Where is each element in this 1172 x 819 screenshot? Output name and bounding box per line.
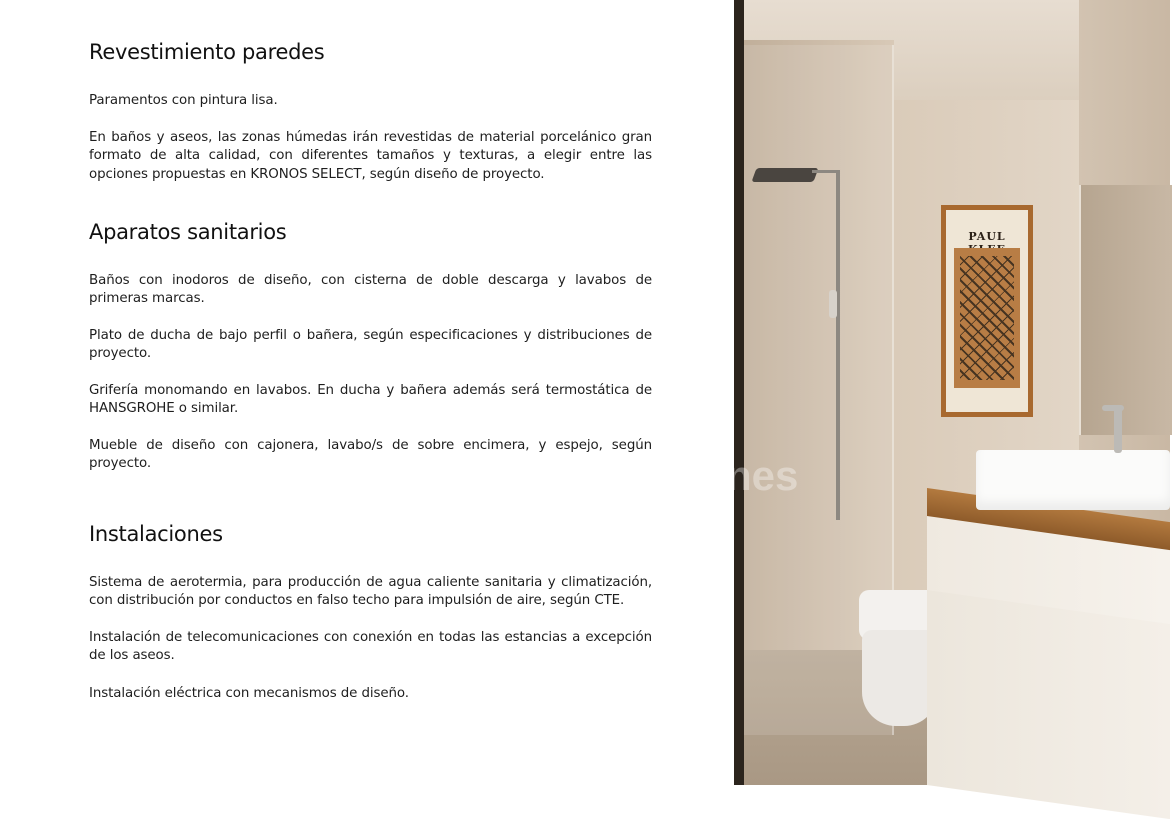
section-title-sanitary: Aparatos sanitarios	[89, 220, 287, 244]
paragraph-vanity: Mueble de diseño con cajonera, lavabo/s de sobre encimera, y espejo, según proyecto.	[89, 438, 652, 472]
section-title-installations: Instalaciones	[89, 522, 223, 546]
photo-hand-shower	[829, 290, 837, 318]
photo-watermark: nes	[726, 452, 799, 499]
photo-shower-arm	[812, 170, 838, 173]
photo-poster-title: PAUL	[968, 230, 1006, 243]
paragraph-wet-areas: En baños y aseos, las zonas húmedas irán revestidas de material porcelánico gran formato de alta calidad, con diferentes tamaños y texturas, a elegir entre las opciones propuestas en KRONOS SELECT, según diseño de proyecto.	[89, 130, 652, 182]
paragraph-toilets: Baños con inodoros de diseño, con cisterna de doble descarga y lavabos de primeras marcas.	[89, 273, 652, 307]
paragraph-faucets: Grifería monomando en lavabos. En ducha y bañera además será termostática de HANSGROHE o similar.	[89, 383, 652, 417]
section-title-wall-finishes: Revestimiento paredes	[89, 40, 325, 64]
paragraph-wall-paint: Paramentos con pintura lisa.	[89, 93, 278, 108]
paragraph-telecom: Instalación de telecomunicaciones con conexión en todas las estancias a excepción de los aseos.	[89, 630, 652, 664]
paragraph-electrical: Instalación eléctrica con mecanismos de diseño.	[89, 686, 409, 701]
photo-shower-pipe	[836, 170, 840, 520]
photo-poster-lines	[960, 256, 1014, 380]
paragraph-shower-tray: Plato de ducha de bajo perfil o bañera, según especificaciones y distribuciones de proyecto.	[89, 328, 652, 362]
photo-faucet	[1114, 405, 1122, 453]
photo-mirror	[1079, 185, 1172, 435]
photo-faucet-spout	[1102, 405, 1124, 411]
paragraph-aerothermal: Sistema de aerotermia, para producción de agua caliente sanitaria y climatización, con distribución por conductos en falso techo para impulsión de aire, según CTE.	[89, 575, 652, 609]
photo-sink	[976, 450, 1170, 510]
bathroom-photo	[726, 0, 1170, 785]
photo-dark-edge	[734, 0, 744, 785]
photo-shower-head	[751, 168, 818, 182]
